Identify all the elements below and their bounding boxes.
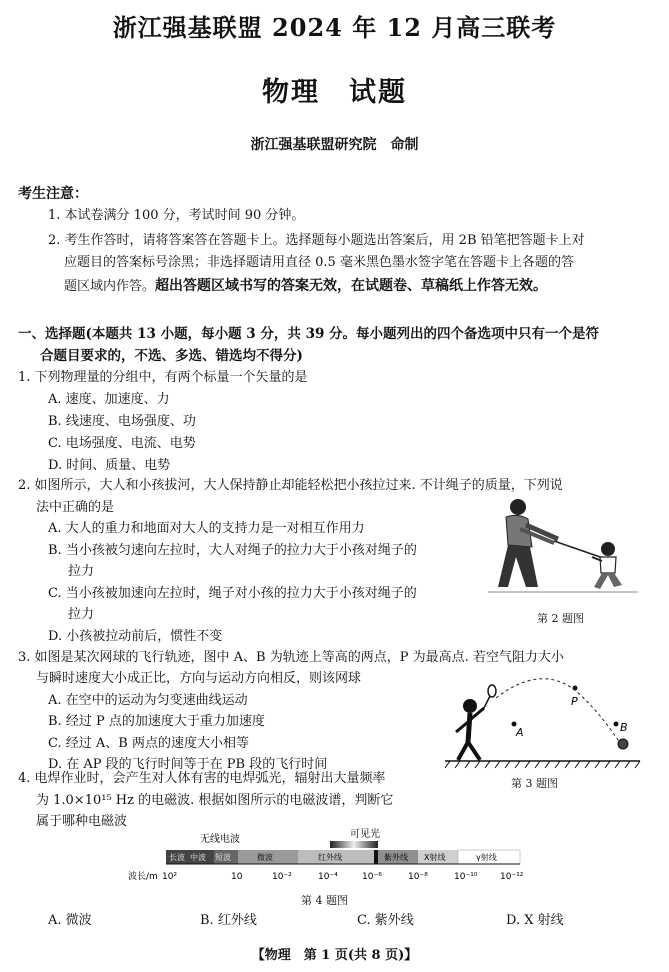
q4-stem-line1: 4. 电焊作业时，会产生对人体有害的电焊弧光，辐射出大量频率 [18,771,386,786]
q1-option-a: A. 速度、加速度、力 [48,392,170,407]
q3-figure-caption: 第 3 题图 [511,777,558,790]
player-figure [456,685,496,760]
band-label-short: 短波 [215,853,231,862]
tick-3: 10⁻⁴ [318,872,338,882]
tennis-ball [618,739,628,749]
visible-light-band [330,841,378,848]
q4-stem-line2: 为 1.0×10¹⁵ Hz 的电磁波. 根据如图所示的电磁波谱，判断它 [36,793,394,808]
q3-stem-line2: 与瞬时速度大小成正比，方向与运动方向相反，则该网球 [36,671,362,686]
band-label-gamma: γ射线 [476,853,497,862]
notice-line-2b: 应题目的答案标号涂黑；非选择题请用直径 0.5 毫米黑色墨水签字笔在答题卡上各题的答 [64,255,574,270]
label-p: P [571,695,578,708]
q4-option-a: A. 微波 [48,913,92,928]
q4-stem-line3: 属于哪种电磁波 [36,814,128,829]
band-label-xray: X射线 [424,853,446,862]
notice-line-2c-normal: 题区域内作答。 [64,279,156,294]
notice-line-1: 1. 本试卷满分 100 分，考试时间 90 分钟。 [48,208,305,223]
q3-option-b: B. 经过 P 点的加速度大于重力加速度 [48,714,265,729]
subject-title: 物理 试题 [262,77,407,108]
notice-line-2a: 2. 考生作答时，请将答案答在答题卡上。选择题每小题选出答案后，用 2B 铅笔把答题卡上对 [48,233,585,248]
q2-stem-line1: 2. 如图所示，大人和小孩拔河，大人保持静止却能轻松把小孩拉过来. 不计绳子的质量，下列说 [18,478,563,493]
tick-4: 10⁻⁶ [362,872,382,882]
q2-figure-tug-of-war [488,495,638,600]
q3-figure-trajectory [440,672,645,774]
exam-title: 浙江强基联盟 2024 年 12 月高三联考 [112,13,557,42]
q4-option-c: C. 紫外线 [357,913,414,928]
q1-stem: 1. 下列物理量的分组中，有两个标量一个矢量的是 [18,370,308,385]
rope [554,541,606,559]
trajectory-path [496,679,622,746]
tick-5: 10⁻⁸ [408,872,428,882]
q3-option-a: A. 在空中的运动为匀变速曲线运动 [48,693,248,708]
q2-option-c-line1: C. 当小孩被加速向左拉时，绳子对小孩的拉力大于小孩对绳子的 [48,586,417,601]
child-figure [592,542,622,589]
q1-option-d: D. 时间、质量、电势 [48,458,171,473]
notice-line-2c [64,275,547,298]
notice-title: 考生注意： [18,186,88,202]
q3-stem-line1: 3. 如图是某次网球的飞行轨迹，图中 A、B 为轨迹上等高的两点，P 为最高点. 若空气阻力大小 [18,650,564,665]
band-label-microwave: 微波 [257,853,273,862]
q4-option-b: B. 红外线 [200,913,257,928]
q2-option-a: A. 大人的重力和地面对大人的支持力是一对相互作用力 [48,521,365,536]
radio-wave-label: 无线电波 [200,834,240,845]
q3-option-c: C. 经过 A、B 两点的速度大小相等 [48,736,249,751]
label-b: B [620,721,628,734]
adult-figure [498,499,558,587]
band-label-medium: 中波 [190,853,206,862]
section-1-heading-line1: 一、选择题(本题共 13 小题，每小题 3 分，共 39 分。每小题列出的四个备选项中只有一个是符 [18,326,600,342]
point-b [614,722,619,727]
tick-1: 10 [231,872,243,882]
q4-figure-caption: 第 4 题图 [301,894,348,907]
q2-figure-caption: 第 2 题图 [537,612,584,625]
author-line: 浙江强基联盟研究院 命制 [250,137,419,153]
point-p [573,686,578,691]
visible-light-label: 可见光 [350,829,380,840]
q4-option-d: D. X 射线 [506,913,564,928]
band-label-ultraviolet: 紫外线 [384,853,408,862]
q2-option-d: D. 小孩被拉动前后，惯性不变 [48,629,223,644]
tick-7: 10⁻¹² [500,872,524,882]
notice-line-2c-bold: 超出答题区域书写的答案无效，在试题卷、草稿纸上作答无效。 [155,278,548,294]
racket-icon [488,685,496,697]
q1-option-b: B. 线速度、电场强度、功 [48,414,196,429]
q4-figure-spectrum [128,828,528,888]
q3-option-d: D. 在 AP 段的飞行时间等于在 PB 段的飞行时间 [48,757,328,772]
section-1-heading-line2: 合题目要求的，不选、多选、错选均不得分) [40,348,303,364]
tick-6: 10⁻¹⁰ [454,872,478,882]
tick-0: 10² [162,872,178,882]
tick-2: 10⁻² [272,872,292,882]
page-footer: 【物理 第 1 页(共 8 页)】 [251,948,418,963]
q2-option-b-line1: B. 当小孩被匀速向左拉时，大人对绳子的拉力大于小孩对绳子的 [48,543,417,558]
q2-option-c-line2: 拉力 [68,607,95,622]
band-label-long: 长波 [169,853,185,862]
wavelength-axis-label: 波长/m [128,872,158,882]
q2-option-b-line2: 拉力 [68,564,95,579]
q1-option-c: C. 电场强度、电流、电势 [48,436,196,451]
band-label-infrared: 红外线 [318,853,342,862]
label-a: A [516,726,524,739]
q2-stem-line2: 法中正确的是 [36,500,115,515]
